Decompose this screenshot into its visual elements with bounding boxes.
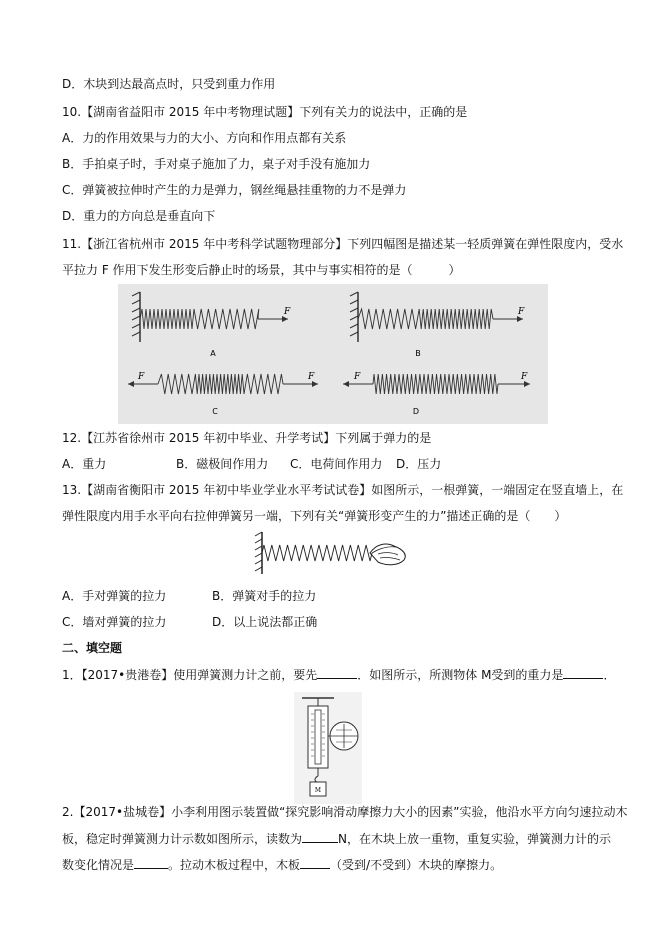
q13-stem-line1: 13.【湖南省衡阳市 2015 年初中毕业学业水平考试试卷】如图所示，一根弹簧，一端固定在竖直墙上，在 [62, 483, 624, 497]
fill2-line2 [62, 830, 611, 847]
fill2-line1: 2.【2017•盐城卷】小李利用图示装置做“探究影响滑动摩擦力大小的因素”实验，他沿水平方向匀速拉动木 [62, 805, 628, 819]
q9-option-d: D．木块到达最高点时，只受到重力作用 [62, 77, 276, 91]
q13-stem-line2: 弹性限度内用手水平向右拉伸弹簧另一端，下列有关“弹簧形变产生的力”描述正确的是（ ） [62, 509, 567, 523]
fill1-line [62, 666, 615, 683]
q13-spring-hand-figure [252, 530, 412, 576]
q13-option-b: B．弹簧对手的拉力 [212, 589, 317, 603]
fill2-line3 [62, 856, 502, 873]
mass-label: M [314, 787, 322, 794]
q12-option-d: D．压力 [396, 457, 442, 471]
figure-b-label: B [415, 349, 421, 358]
fill1-text-3: ． [603, 668, 616, 682]
figure-c-label: C [212, 407, 218, 416]
figure-d-label: D [412, 407, 420, 416]
q10-stem: 10.【湖南省益阳市 2015 年中考物理试题】下列有关力的说法中，正确的是 [62, 105, 468, 119]
fill2-text-2a: 板，稳定时弹簧测力计示数如图所示，读数为 [62, 832, 303, 846]
q13-option-c: C．墙对弹簧的拉力 [62, 615, 167, 629]
q12-option-b: B．磁极间作用力 [176, 457, 269, 471]
fill2-text-3a: 数变化情况是 [62, 858, 135, 872]
figure-d-force-right: F [521, 372, 528, 382]
fill2-blank-3 [300, 856, 330, 869]
section-title: 二、填空题 [62, 641, 123, 655]
figure-a-label: A [210, 349, 216, 358]
fill2-blank-1 [302, 830, 338, 843]
q12-option-a: A．重力 [62, 457, 107, 471]
q13-option-a: A．手对弹簧的拉力 [62, 589, 167, 603]
figure-d-force: F [354, 372, 361, 382]
figure-b-force: F [518, 307, 525, 317]
fill1-text-2: ．如图所示，所测物体 M受到的重力是 [357, 668, 564, 682]
q13-option-d: D．以上说法都正确 [212, 615, 318, 629]
fill2-text-3b: 。拉动木板过程中，木板 [168, 858, 301, 872]
fill1-blank-1 [317, 666, 357, 679]
fill2-text-2b: N，在木块上放一重物，重复实验，弹簧测力计的示 [338, 832, 611, 846]
q12-option-c: C．电荷间作用力 [290, 457, 383, 471]
q11-stem-line2: 平拉力 F 作用下发生形变后静止时的场景，其中与事实相符的是（ ） [62, 263, 461, 277]
figure-c-force-right: F [308, 372, 315, 382]
figure-c-force: F [138, 372, 145, 382]
fill1-text-1: 1．【2017•贵港卷】使用弹簧测力计之前，要先 [62, 668, 318, 682]
q10-option-d: D．重力的方向总是垂直向下 [62, 209, 216, 223]
q10-option-b: B．手拍桌子时，手对桌子施加了力，桌子对手没有施加力 [62, 157, 371, 171]
figure-a-force: F [284, 307, 291, 317]
q11-stem-line1: 11.【浙江省杭州市 2015 年中考科学试题物理部分】下列四幅图是描述某一轻质弹簧在弹性限度内，受水 [62, 237, 624, 251]
fill2-blank-2 [134, 856, 168, 869]
fill2-text-3c: （受到/不受到）木块的摩擦力。 [330, 858, 503, 872]
q10-option-c: C．弹簧被拉伸时产生的力是弹力，钢丝绳悬挂重物的力不是弹力 [62, 183, 407, 197]
q11-spring-figures [118, 284, 548, 424]
q10-option-a: A．力的作用效果与力的大小、方向和作用点都有关系 [62, 131, 347, 145]
fill1-blank-2 [563, 666, 603, 679]
q12-stem: 12.【江苏省徐州市 2015 年初中毕业、升学考试】下列属于弹力的是 [62, 431, 432, 445]
fill1-spring-scale-figure [294, 692, 362, 804]
